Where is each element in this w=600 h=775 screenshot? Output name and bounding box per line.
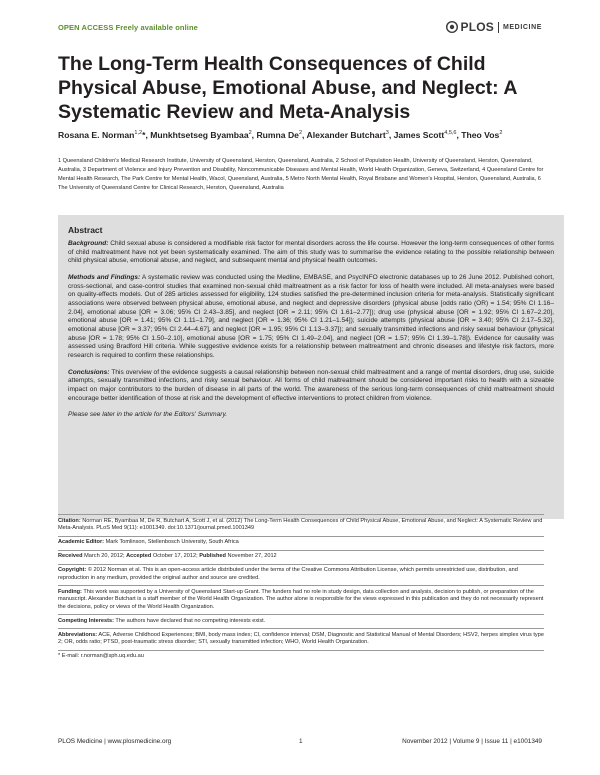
abstract-conclusions [68, 369, 554, 404]
competing-label: Competing Interests: [58, 617, 114, 624]
author-affiliation-ref: 4,5,6 [444, 130, 457, 136]
abstract-background [68, 240, 554, 266]
editor-label: Academic Editor: [58, 539, 105, 545]
received-date: March 20, 2012; [84, 553, 125, 559]
background-text: Child sexual abuse is considered a modifiable risk factor for mental disorders across the life course. However the long-term consequences of other forms of child maltreatment have not yet been systematically examined. The aim of this study was to summarise the evidence relating to the possible relationship between child physical abuse, emotional abuse, and neglect, and subsequent mental and physical health outcomes. [68, 240, 554, 265]
footer-issue: November 2012 | Volume 9 | Issue 11 | e1001349 [402, 738, 542, 745]
copyright-label: Copyright: [58, 567, 87, 573]
corresponding-email: * E-mail: r.norman@sph.uq.edu.au [58, 653, 144, 659]
academic-editor [58, 537, 544, 551]
published-label: Published [199, 553, 226, 559]
abstract-methods [68, 274, 554, 361]
author-name: James Scott [393, 129, 445, 140]
abbreviations-text: ACE, Adverse Childhood Experiences; BMI, body mass index; CI, confidence interval; DSM, Diagnostic and Statistical Manual of Mental Disorders; HSV2, herpes simplex virus type 2; OR, odds ratio; PTSD, post-traumatic stress disorder; STI, sexually transmitted infection; WHO, World Health Organization. [58, 631, 544, 645]
abbreviations-label: Abbreviations: [58, 631, 98, 638]
competing-interests [58, 615, 544, 629]
author-affiliation-ref: 2 [499, 130, 503, 136]
background-label: Background: [68, 240, 109, 247]
methods-text: A systematic review was conducted using the Medline, EMBASE, and PsycINFO electronic databases up to 26 June 2012. Published cohort, cross-sectional, and case-control studies that examined non-sexual child maltreatment as a risk factor for loss of health were included. All meta-analyses were based on quality-effects models. Out of 285 articles assessed for eligibility, 124 studies satisfied the pre-determined inclusion criteria for meta-analysis. Statistically significant associations were observed between physical abuse, emotional abuse, and neglect and depressive disorders (physical abuse [odds ratio (OR) = 1.54; 95% CI 1.16–2.04], emotional abuse [OR = 3.06; 95% CI 2.43–3.85], and neglect [OR = 2.11; 95% CI 1.61–2.77]); drug use (physical abuse [OR = 1.92; 95% CI 1.67–2.20], emotional abuse [OR = 1.41; 95% CI 1.11–1.79], and neglect [OR = 1.36; 95% CI 1.21–1.54]); suicide attempts (physical abuse [OR = 3.40; 95% CI 2.17–5.32], emotional abuse [OR = 3.37; 95% CI 2.44–4.67], and neglect [OR = 1.95; 95% CI 1.13–3.37]); and sexually transmitted infections and risky sexual behaviour (physical abuse [OR = 1.78; 95% CI 1.50–2.10], emotional abuse [OR = 1.75; 95% CI 1.49–2.04], and neglect [OR = 1.57; 95% CI 1.39–1.78]). Evidence for causality was assessed using Bradford Hill criteria. While suggestive evidence exists for a relationship between maltreatment and chronic diseases and lifestyle risk factors, more research is required to confirm these relationships. [68, 273, 554, 359]
copyright [58, 565, 544, 587]
competing-text: The authors have declared that no competing interests exist. [115, 617, 266, 624]
journal-header [58, 20, 542, 38]
author-affiliation-ref: 2 [298, 130, 303, 136]
author-name: Rosana E. Norman [58, 129, 135, 140]
author-name: Munkhtsetseg Byambaa [150, 129, 249, 140]
conclusions-text: This overview of the evidence suggests a causal relationship between non-sexual child maltreatment and a range of mental disorders, drug use, suicide attempts, sexually transmitted infections, and risky sexual behaviour. All forms of child maltreatment should be considered important risks to health with a sizeable impact on major contributors to the burden of disease in all parts of the world. The awareness of the serious long-term consequences of child maltreatment should encourage better identification of those at risk and the development of effective interventions to protect children from violence. [68, 368, 555, 402]
received-label: Received [58, 553, 83, 559]
author-affiliation-ref: 1,2 [134, 130, 143, 136]
accepted-label: Accepted [126, 553, 152, 559]
open-access-label: OPEN ACCESS Freely available online [58, 23, 198, 32]
journal-name: MEDICINE [502, 23, 542, 31]
conclusions-label: Conclusions: [68, 368, 110, 376]
author-affiliation-ref: 2 [248, 130, 252, 136]
open-access-banner [58, 23, 198, 32]
methods-label: Methods and Findings: [68, 273, 141, 281]
author-name: Rumna De [256, 129, 299, 140]
accepted-date: October 17, 2012; [152, 553, 198, 559]
published-date: November 27, 2012 [227, 553, 277, 559]
corresponding-author-mark: * [142, 129, 146, 140]
citation [58, 514, 544, 537]
author-name: Theo Vos [461, 129, 500, 140]
footer-journal: PLOS Medicine | www.plosmedicine.org [58, 738, 172, 745]
affiliations: 1 Queensland Children's Medical Research Institute, University of Queensland, Herston, Queensland, Australia, 2 School of Population Health, University of Queensland, Herston, Queensland, Australia, 3 Department of Violence and Injury Prevention and Disability, Noncommunicable Diseases and Mental Health, World Health Organization, Geneva, Switzerland, 4 Queensland Centre for Mental Health Research, The Park Centre for Mental Health, Wacol, Queensland, Australia, 5 Metro North Mental Health, Royal Brisbane and Women's Hospital, Herston, Queensland, Australia, 6 The University of Queensland Centre for Clinical Research, Herston, Queensland, Australia [58, 158, 544, 191]
citation-label: Citation: [58, 517, 81, 524]
author-affiliation-ref: 3 [385, 130, 389, 136]
editors-summary-note: Please see later in the article for the Editors' Summary. [68, 411, 228, 419]
logo-divider [498, 22, 499, 33]
copyright-text: © 2012 Norman et al. This is an open-access article distributed under the terms of the Creative Commons Attribution License, which permits unrestricted use, distribution, and reproduction in any medium, provided the original author and source are credited. [58, 567, 518, 581]
article-title: The Long-Term Health Consequences of Child Physical Abuse, Emotional Abuse, and Neglect: A Systematic Review and Meta-Analysis [58, 53, 517, 123]
abstract-heading: Abstract [68, 225, 103, 235]
abbreviations [58, 629, 544, 651]
author-list: Rosana E. Norman$^{1,2}$*, Munkhtsetseg Byambaa$^2$, Rumna De$^2$, Alexander Butchart$^3$, James Scott$^{4,5,6}$, Theo Vos$^2$ [58, 129, 503, 140]
funding-text: This work was supported by a University of Queensland Start-up Grant. The funders had no role in study design, data collection and analysis, decision to publish, or preparation of the manuscript. Alexander Butchart is a staff member of the World Health Organization. The author alone is responsible for the views expressed in this publication and they do not necessarily represent the decisions, policy or views of the World Health Organization. [58, 588, 544, 610]
funding [58, 586, 544, 615]
citation-text: Norman RE, Byambaa M, De R, Butchart A, Scott J, et al. (2012) The Long-Term Health Consequences of Child Physical Abuse, Emotional Abuse, and Neglect: A Systematic Review and Meta-Analysis. PLoS Med 9(11): e1001349. doi:10.1371/journal.pmed.1001349 [58, 517, 543, 531]
publication-dates [58, 551, 544, 565]
abstract-box [58, 215, 564, 519]
article-metadata [58, 514, 544, 664]
plos-logo [446, 20, 542, 34]
funding-label: Funding: [58, 588, 82, 595]
page-number: 1 [299, 738, 303, 745]
author-name: Alexander Butchart [306, 129, 386, 140]
plos-mark-icon [446, 21, 458, 33]
publisher-name: PLOS [460, 20, 494, 34]
editor-text: Mark Tomlinson, Stellenbosch University, South Africa [105, 539, 239, 545]
